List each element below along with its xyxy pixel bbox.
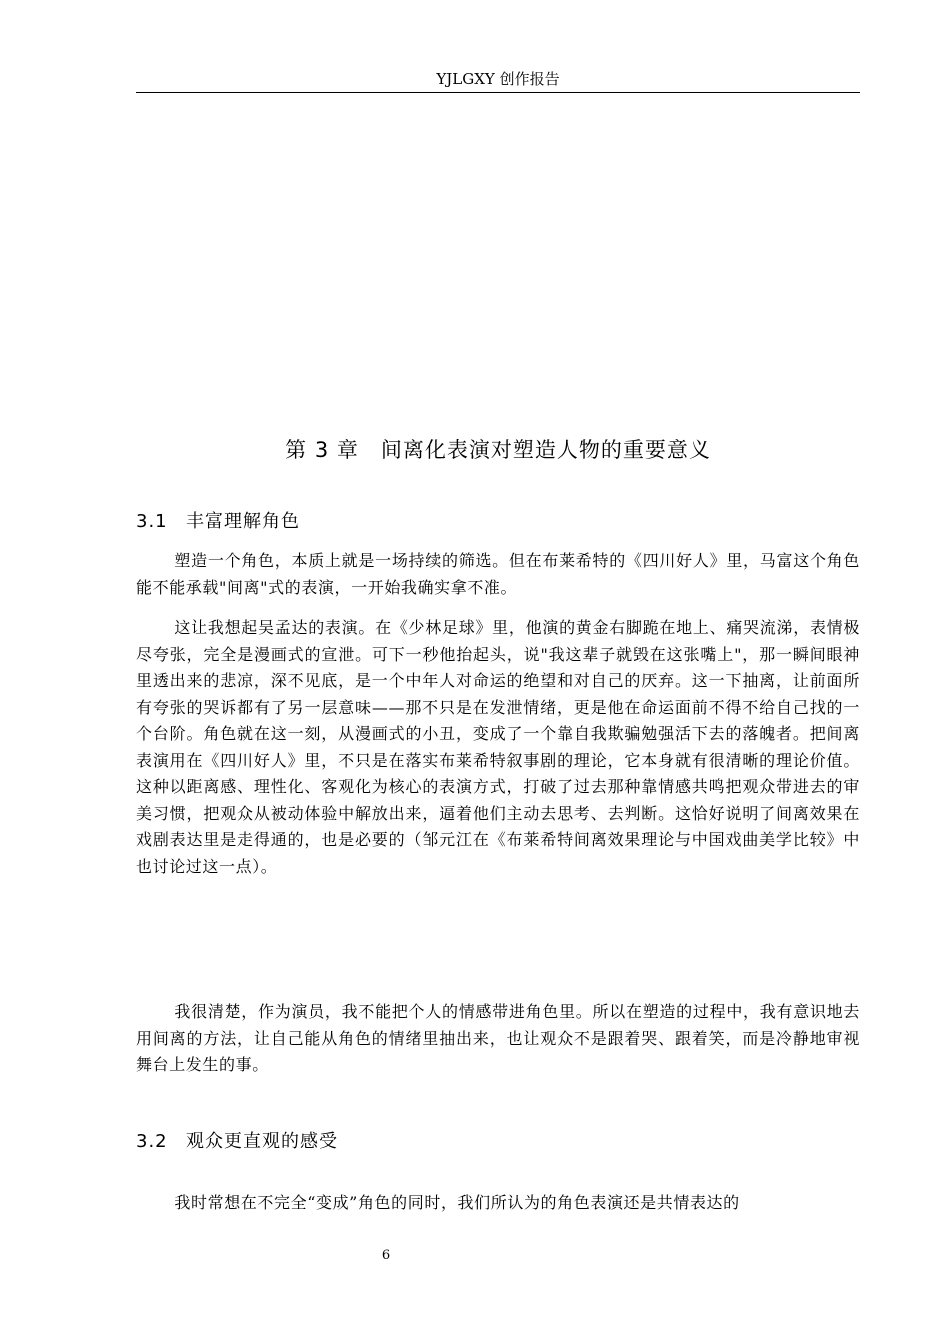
header-rule (136, 92, 860, 93)
section-heading-3-1 (136, 510, 300, 534)
body-paragraph: 我很清楚，作为演员，我不能把个人的情感带进角色里。所以在塑造的过程中，我有意识地去用间离的方法，让自己能从角色的情绪里抽出来，也让观众不是跟着哭、跟着笑，而是冷静地审视舞台上发生的事。 (136, 1002, 860, 1074)
running-header: YJLGXY 创作报告 (436, 70, 560, 88)
body-paragraph: 塑造一个角色，本质上就是一场持续的筛选。但在布莱希特的《四川好人》里，马富这个角色能不能承载"间离"式的表演，一开始我确实拿不准。 (136, 551, 860, 597)
section-heading-3-2 (136, 1130, 338, 1154)
section-title: 丰富理解角色 (186, 511, 300, 532)
section-number: 3.2 (136, 1131, 168, 1152)
body-paragraph: 我时常想在不完全“变成”角色的同时，我们所认为的角色表演还是共情表达的 (174, 1193, 740, 1212)
section-title: 观众更直观的感受 (186, 1131, 338, 1152)
body-paragraph: 这让我想起吴孟达的表演。在《少林足球》里，他演的黄金右脚跪在地上、痛哭流涕，表情极尽夸张，完全是漫画式的宣泄。可下一秒他抬起头，说"我这辈子就毁在这张嘴上"，那一瞬间眼神里透出来的悲凉，深不见底，是一个中年人对命运的绝望和对自己的厌弃。这一下抽离，让前面所有夸张的哭诉都有了另一层意味——那不只是在发泄情绪，更是他在命运面前不得不给自己找的一个台阶。角色就在这一刻，从漫画式的小丑，变成了一个靠自我欺骗勉强活下去的落魄者。把间离表演用在《四川好人》里，不只是在落实布莱希特叙事剧的理论，它本身就有很清晰的理论价值。这种以距离感、理性化、客观化为核心的表演方式，打破了过去那种靠情感共鸣把观众带进去的审美习惯，把观众从被动体验中解放出来，逼着他们主动去思考、去判断。这恰好说明了间离效果在戏剧表达里是走得通的，也是必要的（邹元江在《布莱希特间离效果理论与中国戏曲美学比较》中也讨论过这一点）。 (136, 618, 860, 876)
section-number: 3.1 (136, 511, 168, 532)
page-number: 6 (381, 1248, 391, 1263)
chapter-title: 第 3 章 间离化表演对塑造人物的重要意义 (285, 438, 711, 462)
